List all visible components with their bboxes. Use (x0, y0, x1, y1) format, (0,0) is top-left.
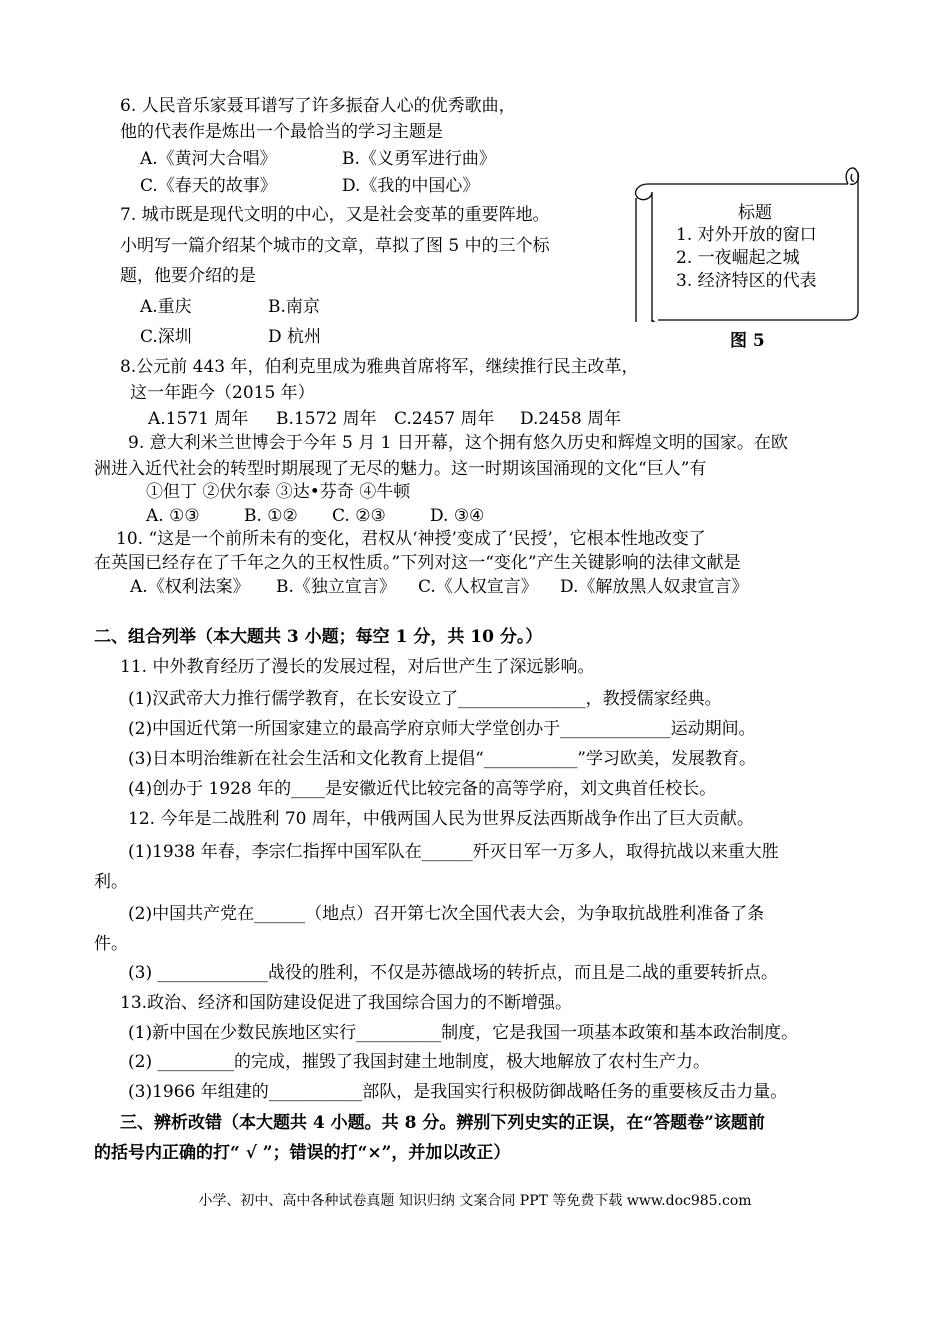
q12-sub-3: (3) _____________战役的胜利，不仅是苏德战场的转折点，而且是二战的重要转折点。 (128, 963, 778, 983)
q12-sub-1-line2: 利。 (94, 872, 128, 892)
q12-stem: 12. 今年是二战胜利 70 周年，中俄两国人民为世界反法西斯战争作出了巨大贡献。 (128, 809, 754, 829)
q12-sub-1-line1: (1)1938 年春，李宗仁指挥中国军队在______歼灭日军一万多人，取得抗战以来重大胜 (128, 842, 779, 862)
q8-option-b: B.1572 周年 (276, 409, 377, 429)
q12-sub-2-line1: (2)中国共产党在______（地点）召开第七次全国代表大会，为争取抗战胜利准备了条 (128, 904, 765, 924)
q11-sub-2: (2)中国近代第一所国家建立的最高学府京师大学堂创办于_____________运动期间。 (128, 719, 756, 739)
q10-option-a: A.《权利法案》 (130, 577, 250, 597)
q8-stem-line1: 8.公元前 443 年，伯利克里成为雅典首席将军，继续推行民主改革， (120, 357, 639, 377)
q6-option-a: A.《黄河大合唱》 (140, 149, 277, 169)
q11-sub-3: (3)日本明治维新在社会生活和文化教育上提倡“___________”学习欧美，发展教育。 (128, 749, 756, 769)
q9-stem-line1: 9. 意大利米兰世博会于今年 5 月 1 日开幕，这个拥有悠久历史和辉煌文明的国家。在欧 (128, 433, 788, 453)
q7-option-c: C.深圳 (140, 327, 192, 347)
q13-sub-1: (1)新中国在少数民族地区实行__________制度，它是我国一项基本政策和基本政治制度。 (128, 1023, 799, 1043)
q10-stem-line2: 在英国已经存在了千年之久的王权性质。”下列对这一“变化”产生关键影响的法律文献是 (94, 553, 741, 573)
q9-option-d: D. ③④ (430, 506, 485, 526)
figure-5-item-3: 3. 经济特区的代表 (676, 271, 817, 291)
q10-option-b: B.《独立宣言》 (276, 577, 396, 597)
section-2-title: 二、组合列举（本大题共 3 小题；每空 1 分，共 10 分。） (94, 627, 543, 647)
page-footer: 小学、初中、高中各种试卷真题 知识归纳 文案合同 PPT 等免费下载 www.doc985.com (198, 1193, 752, 1209)
q9-option-c: C. ②③ (332, 506, 386, 526)
q10-option-c: C.《人权宣言》 (418, 577, 538, 597)
q7-option-a: A.重庆 (140, 297, 192, 317)
q7-stem-line1: 7. 城市既是现代文明的中心，又是社会变革的重要阵地。 (120, 205, 550, 225)
q13-stem: 13.政治、经济和国防建设促进了我国综合国力的不断增强。 (120, 993, 573, 1013)
figure-5-item-1: 1. 对外开放的窗口 (676, 225, 817, 245)
q8-option-c: C.2457 周年 (394, 409, 495, 429)
q7-stem-line3: 题，他要介绍的是 (120, 266, 256, 286)
q13-sub-3: (3)1966 年组建的___________部队，是我国实行积极防御战略任务的重要核反击力量。 (128, 1082, 788, 1102)
q6-option-c: C.《春天的故事》 (140, 176, 277, 196)
q7-option-b: B.南京 (268, 297, 320, 317)
q8-option-d: D.2458 周年 (520, 409, 622, 429)
figure-5-heading: 标题 (738, 203, 772, 223)
figure-5-scroll (630, 162, 865, 351)
section-3-title-line2: 的括号内正确的打“ √ ”；错误的打“×”，并加以改正） (94, 1143, 511, 1163)
q12-sub-2-line2: 件。 (94, 934, 128, 954)
q10-stem-line1: 10. “这是一个前所未有的变化，君权从‘神授’变成了‘民授’，它根本性地改变了 (116, 529, 706, 549)
section-3-title-line1: 三、辨析改错（本大题共 4 小题。共 8 分。辨别下列史实的正误，在“答题卷”该题前 (120, 1113, 765, 1133)
figure-5-caption: 图 5 (730, 331, 765, 351)
figure-5-item-2: 2. 一夜崛起之城 (676, 248, 800, 268)
q7-stem-line2: 小明写一篇介绍某个城市的文章，草拟了图 5 中的三个标 (120, 236, 550, 256)
q6-option-d: D.《我的中国心》 (342, 176, 480, 196)
q9-option-b: B. ①② (244, 506, 298, 526)
q11-sub-1: (1)汉武帝大力推行儒学教育，在长安设立了_______________，教授儒家经典。 (128, 689, 722, 709)
q13-sub-2: (2) _________的完成，摧毁了我国封建土地制度，极大地解放了农村生产力。 (128, 1052, 710, 1072)
q9-option-a: A. ①③ (146, 506, 200, 526)
q6-option-b: B.《义勇军进行曲》 (342, 149, 496, 169)
q8-stem-line2: 这一年距今（2015 年） (130, 383, 315, 403)
q6-stem-line1: 6. 人民音乐家聂耳谱写了许多振奋人心的优秀歌曲， (120, 96, 516, 116)
q6-stem-line2: 他的代表作是炼出一个最恰当的学习主题是 (120, 122, 443, 142)
q11-sub-4: (4)创办于 1928 年的____是安徽近代比较完备的高等学府，刘文典首任校长。 (128, 779, 717, 799)
q10-option-d: D.《解放黑人奴隶宣言》 (560, 577, 749, 597)
q9-items: ①但丁 ②伏尔泰 ③达•芬奇 ④牛顿 (146, 482, 411, 502)
q9-stem-line2: 洲进入近代社会的转型时期展现了无尽的魅力。这一时期该国涌现的文化“巨人”有 (94, 459, 707, 479)
q7-option-d: D 杭州 (268, 327, 322, 347)
q11-stem: 11. 中外教育经历了漫长的发展过程，对后世产生了深远影响。 (120, 657, 595, 677)
q8-option-a: A.1571 周年 (148, 409, 249, 429)
